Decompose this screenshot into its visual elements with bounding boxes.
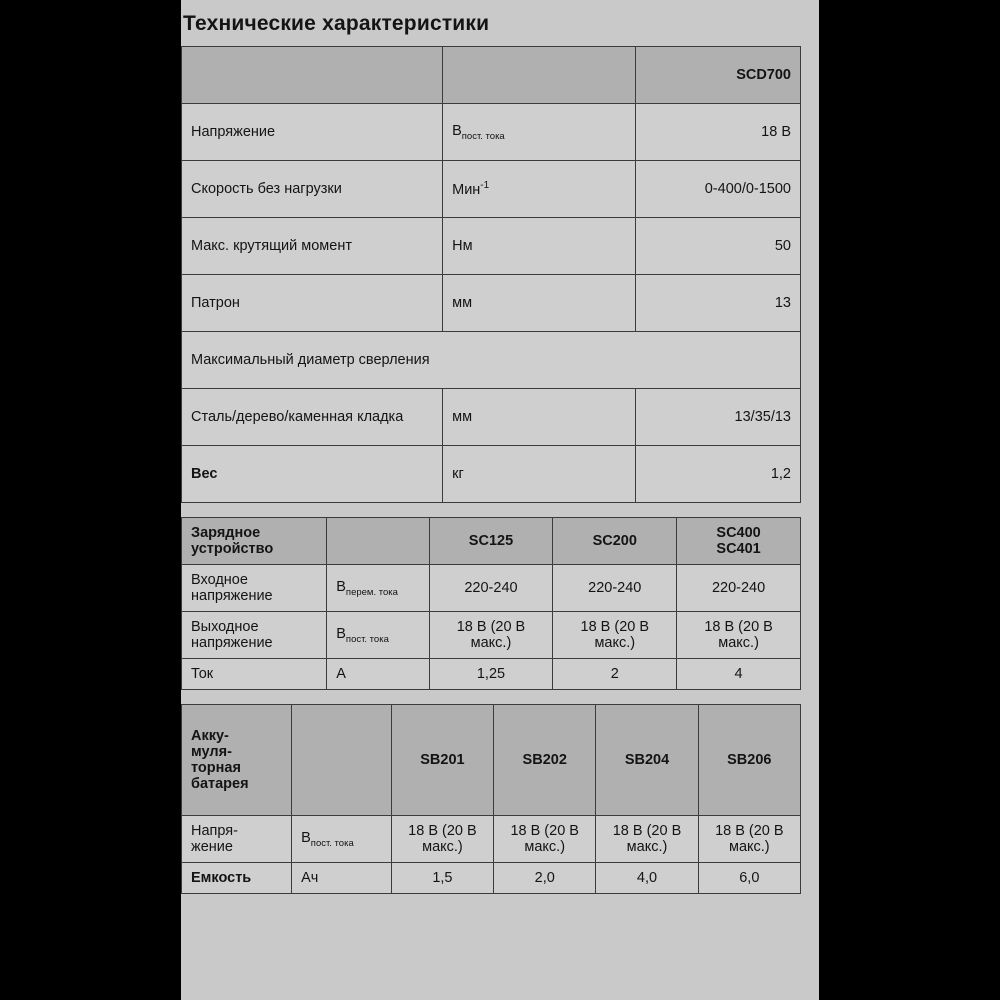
unit-main: В — [301, 829, 311, 846]
table-row — [182, 659, 801, 690]
row-label: Ток — [182, 659, 327, 690]
table-row — [182, 104, 801, 161]
row-label: Макс. крутящий момент — [182, 218, 443, 275]
row-value: 1,2 — [636, 446, 801, 503]
header-line-3: торная — [191, 760, 241, 776]
header-cell-sc200: SC200 — [553, 518, 677, 565]
row-value: 220-240 — [429, 565, 553, 612]
row-value: 13 — [636, 275, 801, 332]
row-unit — [327, 565, 429, 612]
header-cell-sb202: SB202 — [494, 705, 596, 816]
row-value: 50 — [636, 218, 801, 275]
row-unit: кг — [443, 446, 636, 503]
row-unit: А — [327, 659, 429, 690]
header-cell-blank2 — [443, 47, 636, 104]
row-value: 2 — [553, 659, 677, 690]
table-header-row — [182, 47, 801, 104]
table-row — [182, 218, 801, 275]
row-value: 18 В (20 В макс.) — [391, 816, 493, 863]
table-row — [182, 275, 801, 332]
unit-sub: пост. тока — [345, 633, 389, 645]
row-unit — [327, 612, 429, 659]
row-label: Скорость без нагрузки — [182, 161, 443, 218]
row-value: 220-240 — [677, 565, 801, 612]
section-title-row — [182, 332, 801, 389]
row-value: 1,25 — [429, 659, 553, 690]
battery-specifications-table — [181, 704, 801, 894]
row-value: 4,0 — [596, 863, 698, 894]
row-unit: мм — [443, 389, 636, 446]
header-line-2: муля- — [191, 744, 232, 760]
row-label: Входное напряжение — [182, 565, 327, 612]
row-value: 18 В (20 В макс.) — [494, 816, 596, 863]
row-value: 6,0 — [698, 863, 800, 894]
row-unit — [292, 816, 392, 863]
charger-specifications-table — [181, 517, 801, 690]
row-value: 4 — [677, 659, 801, 690]
row-value: 18 В (20 В макс.) — [429, 612, 553, 659]
unit-main: В — [452, 122, 462, 139]
table-row — [182, 863, 801, 894]
page-title: Технические характеристики — [183, 12, 490, 35]
row-unit: Ач — [292, 863, 392, 894]
row-label: Патрон — [182, 275, 443, 332]
table-header-row — [182, 518, 801, 565]
header-cell-sb204: SB204 — [596, 705, 698, 816]
row-value: 13/35/13 — [636, 389, 801, 446]
unit-sub: пост. тока — [461, 130, 505, 142]
section-title: Максимальный диаметр сверления — [182, 332, 801, 389]
tool-specifications-table — [181, 46, 801, 503]
unit-sub: пост. тока — [310, 837, 354, 849]
row-label: Сталь/дерево/каменная кладка — [182, 389, 443, 446]
row-unit: Нм — [443, 218, 636, 275]
table-row — [182, 389, 801, 446]
row-value: 1,5 — [391, 863, 493, 894]
label-line-2: жение — [191, 839, 233, 855]
header-cell-blank — [292, 705, 392, 816]
document-page — [181, 0, 819, 1000]
row-value: 0-400/0-1500 — [636, 161, 801, 218]
unit-main: В — [336, 578, 346, 595]
row-unit: мм — [443, 275, 636, 332]
table-header-row — [182, 705, 801, 816]
header-line-1: SC400 — [716, 525, 761, 541]
header-cell-sc125: SC125 — [429, 518, 553, 565]
table-row — [182, 446, 801, 503]
row-value: 18 В (20 В макс.) — [677, 612, 801, 659]
row-value: 2,0 — [494, 863, 596, 894]
unit-main: В — [336, 625, 346, 642]
table-row — [182, 161, 801, 218]
header-cell-battery — [182, 705, 292, 816]
row-label: Вес — [182, 446, 443, 503]
unit-sub: перем. тока — [345, 586, 398, 598]
row-label: Напряжение — [182, 104, 443, 161]
header-cell-sb201: SB201 — [391, 705, 493, 816]
table-row — [182, 816, 801, 863]
row-value: 18 В (20 В макс.) — [596, 816, 698, 863]
row-label — [182, 816, 292, 863]
row-unit — [443, 104, 636, 161]
label-line-1: Напря- — [191, 823, 238, 839]
row-value: 18 В (20 В макс.) — [553, 612, 677, 659]
row-unit — [443, 161, 636, 218]
header-cell-blank — [327, 518, 429, 565]
table-row — [182, 565, 801, 612]
header-cell-blank1 — [182, 47, 443, 104]
unit-main: Мин — [452, 181, 481, 198]
table-row — [182, 612, 801, 659]
header-line-2: SC401 — [716, 541, 761, 557]
header-cell-charger: Зарядное устройство — [182, 518, 327, 565]
row-value: 220-240 — [553, 565, 677, 612]
row-label: Емкость — [182, 863, 292, 894]
row-value: 18 В — [636, 104, 801, 161]
header-cell-sc400-sc401 — [677, 518, 801, 565]
row-label: Выходное напряжение — [182, 612, 327, 659]
header-line-1: Акку- — [191, 728, 229, 744]
row-value: 18 В (20 В макс.) — [698, 816, 800, 863]
unit-superscript: -1 — [480, 180, 490, 192]
header-cell-sb206: SB206 — [698, 705, 800, 816]
header-cell-model: SCD700 — [636, 47, 801, 104]
header-line-4: батарея — [191, 776, 249, 792]
